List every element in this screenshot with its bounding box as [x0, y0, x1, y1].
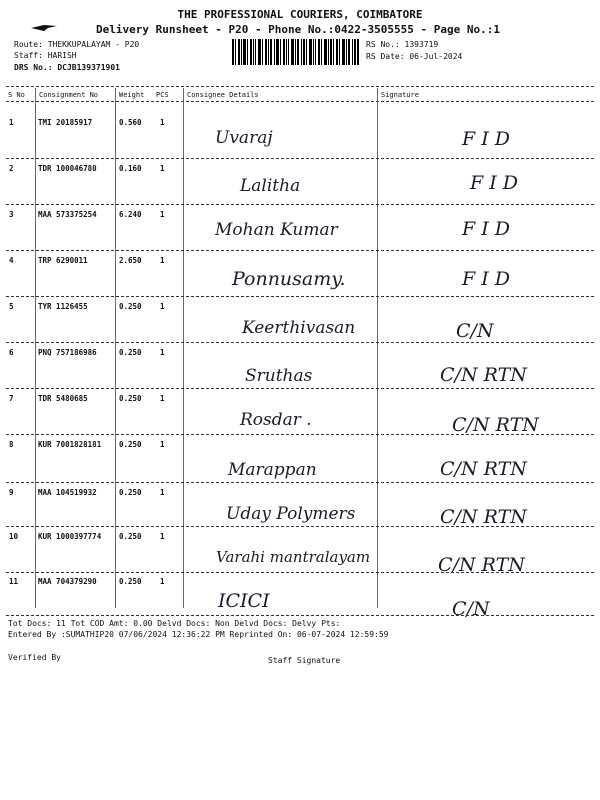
- signature-handwriting: C/N RTN: [452, 414, 539, 436]
- col-header-signature: Signature: [381, 91, 419, 99]
- consignee-handwriting: Keerthivasan: [242, 318, 356, 338]
- row-divider: [6, 526, 594, 527]
- row-pcs: 1: [160, 164, 165, 173]
- row-sno: 11: [9, 577, 19, 586]
- col-header-pcs: PCS: [156, 91, 169, 99]
- signature-handwriting: C/N RTN: [440, 364, 527, 386]
- row-pcs: 1: [160, 532, 165, 541]
- route-label: Route: THEKKUPALAYAM - P20: [14, 40, 140, 49]
- row-divider: [6, 342, 594, 343]
- row-divider: [6, 204, 594, 205]
- row-weight: 0.250: [119, 394, 142, 403]
- staff-signature-label: Staff Signature: [268, 656, 341, 665]
- consignee-handwriting: Uvaraj: [215, 128, 273, 148]
- col-divider: [115, 88, 116, 608]
- row-consignment: MAA 704379290: [38, 577, 97, 586]
- row-pcs: 1: [160, 302, 165, 311]
- row-weight: 0.250: [119, 532, 142, 541]
- table-bottom-rule: [6, 615, 594, 616]
- consignee-handwriting: Varahi mantralayam: [216, 548, 371, 566]
- row-pcs: 1: [160, 118, 165, 127]
- row-consignment: TRP 6290011: [38, 256, 88, 265]
- row-consignment: TDR 100046780: [38, 164, 97, 173]
- row-pcs: 1: [160, 256, 165, 265]
- header-rule: [6, 101, 594, 102]
- row-pcs: 1: [160, 488, 165, 497]
- row-weight: 0.250: [119, 440, 142, 449]
- row-pcs: 1: [160, 577, 165, 586]
- company-name: THE PROFESSIONAL COURIERS, COIMBATORE: [177, 8, 423, 21]
- consignee-handwriting: Rosdar .: [240, 410, 312, 430]
- row-consignment: KUR 7001828181: [38, 440, 102, 449]
- row-divider: [6, 434, 594, 435]
- consignee-handwriting: Lalitha: [240, 176, 301, 196]
- row-sno: 6: [9, 348, 14, 357]
- rs-date: RS Date: 06-Jul-2024: [366, 52, 463, 61]
- consignee-handwriting: Ponnusamy.: [232, 268, 346, 290]
- row-weight: 0.250: [119, 488, 142, 497]
- consignee-handwriting: Mohan Kumar: [215, 220, 338, 240]
- col-divider: [183, 88, 184, 608]
- row-consignment: MAA 573375254: [38, 210, 97, 219]
- col-header-consignee: Consignee Details: [187, 91, 259, 99]
- signature-handwriting: C/N RTN: [440, 506, 527, 528]
- row-consignment: MAA 104519932: [38, 488, 97, 497]
- totals-line: Tot Docs: 11 Tot COD Amt: 0.00 Delvd Docs: Non Delvd Docs: Delvy Pts:: [8, 619, 341, 628]
- signature-handwriting: F I D: [462, 128, 511, 150]
- col-divider: [35, 88, 36, 608]
- runsheet-title: Delivery Runsheet - P20 - Phone No.:0422-3505555 - Page No.:1: [96, 23, 500, 36]
- pen-logo-icon: [30, 22, 58, 32]
- row-sno: 9: [9, 488, 14, 497]
- row-weight: 0.560: [119, 118, 142, 127]
- row-pcs: 1: [160, 348, 165, 357]
- row-divider: [6, 572, 594, 573]
- row-weight: 0.250: [119, 348, 142, 357]
- signature-handwriting: F I D: [470, 172, 519, 194]
- barcode-image: [232, 39, 359, 65]
- consignee-handwriting: Marappan: [228, 460, 317, 480]
- row-sno: 5: [9, 302, 14, 311]
- row-weight: 0.250: [119, 302, 142, 311]
- col-header-consignment: Consignment No: [39, 91, 99, 99]
- verified-by-label: Verified By: [8, 653, 61, 662]
- table-top-rule: [6, 86, 594, 87]
- row-consignment: TDR 5480685: [38, 394, 88, 403]
- row-sno: 8: [9, 440, 14, 449]
- consignee-handwriting: ICICI: [218, 590, 270, 612]
- row-divider: [6, 296, 594, 297]
- row-pcs: 1: [160, 440, 165, 449]
- staff-label: Staff: HARISH: [14, 51, 77, 60]
- row-divider: [6, 250, 594, 251]
- col-header-sno: S No: [8, 91, 25, 99]
- rs-number: RS No.: 1393719: [366, 40, 439, 49]
- row-weight: 2.650: [119, 256, 142, 265]
- signature-handwriting: C/N: [456, 320, 494, 342]
- signature-handwriting: C/N RTN: [438, 554, 525, 576]
- col-divider: [377, 88, 378, 608]
- drs-number: DRS No.: DCJB139371901: [14, 63, 120, 72]
- row-sno: 4: [9, 256, 14, 265]
- consignee-handwriting: Sruthas: [245, 366, 313, 386]
- signature-handwriting: C/N: [452, 598, 490, 620]
- row-sno: 10: [9, 532, 19, 541]
- row-weight: 0.250: [119, 577, 142, 586]
- signature-handwriting: F I D: [462, 268, 511, 290]
- entered-by-line: Entered By :SUMATHIP20 07/06/2024 12:36:22 PM Reprinted On: 06-07-2024 12:59:59: [8, 630, 389, 639]
- row-weight: 6.240: [119, 210, 142, 219]
- consignee-handwriting: Uday Polymers: [226, 504, 356, 524]
- row-consignment: TMI 20185917: [38, 118, 93, 127]
- row-consignment: TYR 1126455: [38, 302, 88, 311]
- row-weight: 0.160: [119, 164, 142, 173]
- row-sno: 1: [9, 118, 14, 127]
- row-consignment: KUR 1000397774: [38, 532, 102, 541]
- row-pcs: 1: [160, 210, 165, 219]
- signature-handwriting: F I D: [462, 218, 511, 240]
- col-header-weight: Weight: [119, 91, 145, 99]
- row-divider: [6, 388, 594, 389]
- row-divider: [6, 158, 594, 159]
- signature-handwriting: C/N RTN: [440, 458, 527, 480]
- row-sno: 3: [9, 210, 14, 219]
- row-sno: 7: [9, 394, 14, 403]
- row-divider: [6, 482, 594, 483]
- row-sno: 2: [9, 164, 14, 173]
- row-consignment: PNQ 757186986: [38, 348, 97, 357]
- row-pcs: 1: [160, 394, 165, 403]
